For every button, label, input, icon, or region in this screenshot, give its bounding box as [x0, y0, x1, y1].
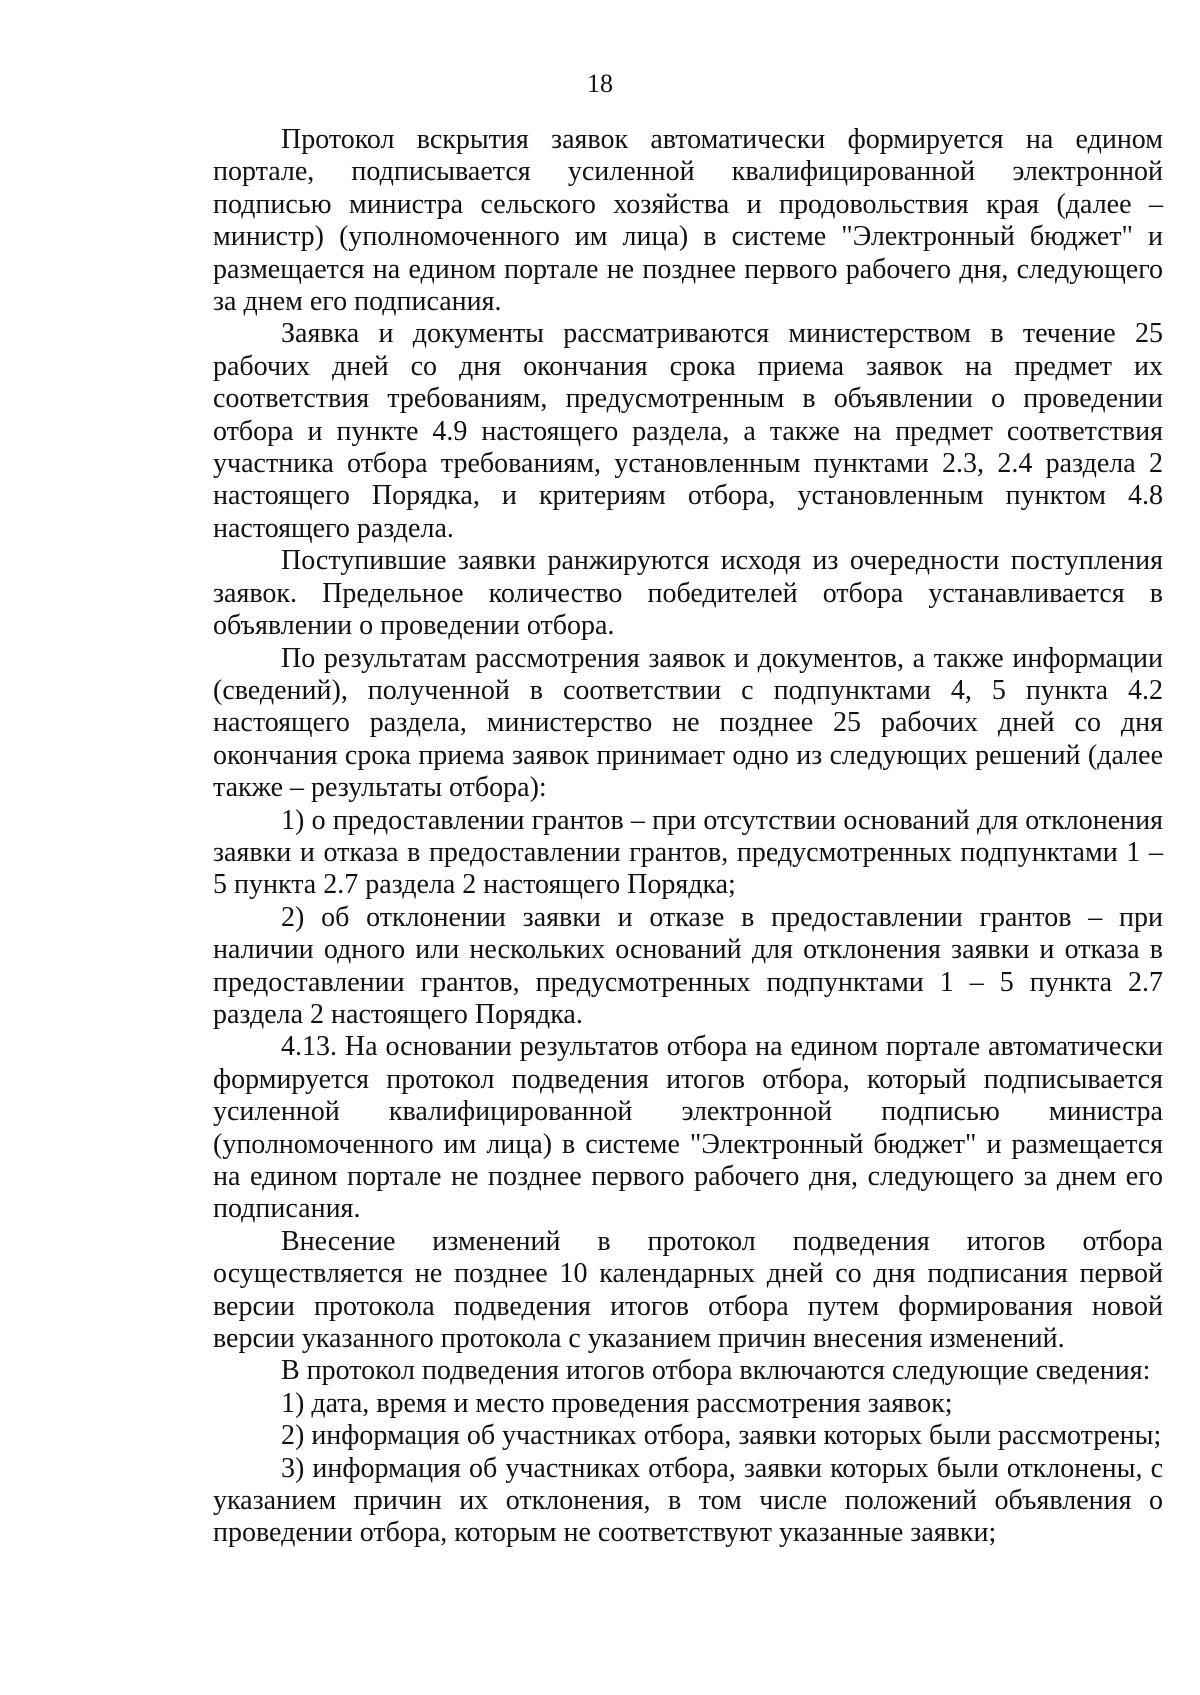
paragraph-decision-reject: 2) об отклонении заявки и отказе в предоставлении грантов – при наличии одного или нескольких оснований для отклонения заявки и отказа в предоставлении грантов, предусмотренных подпунктами 1 – 5 пункта 2.7 раздела 2 настоящего Порядка. [213, 901, 1163, 1030]
document-body [213, 124, 1163, 1550]
paragraph-4-13: 4.13. На основании результатов отбора на едином портале автоматически формируется протокол подведения итогов отбора, который подписывается усиленной квалифицированной электронной подписью министра (уполномоченного им лица) в системе "Электронный бюджет" и размещается на едином портале не позднее первого рабочего дня, следующего за днем его подписания. [213, 1031, 1163, 1225]
paragraph-item-2: 2) информация об участниках отбора, заявки которых были рассмотрены; [281, 1420, 1162, 1452]
paragraph-amendments: Внесение изменений в протокол подведения итогов отбора осуществляется не позднее 10 календарных дней со дня подписания первой версии протокола подведения итогов отбора путем формирования новой версии указанного протокола с указанием причин внесения изменений. [213, 1225, 1163, 1355]
paragraph-decisions: По результатам рассмотрения заявок и документов, а также информации (сведений), полученной в соответствии с подпунктами 4, 5 пункта 4.2 настоящего раздела, министерство не позднее 25 рабочих дней со дня окончания срока приема заявок принимает одно из следующих решений (далее также – результаты отбора): [213, 642, 1163, 804]
paragraph-item-3: 3) информация об участниках отбора, заявки которых были отклонены, с указанием причин их отклонения, в том числе положений объявления о проведении отбора, которым не соответствуют указанные заявки; [213, 1452, 1163, 1549]
paragraph-protocol-contents: В протокол подведения итогов отбора включаются следующие сведения: [281, 1355, 1151, 1387]
paragraph-ranking: Поступившие заявки ранжируются исходя из очередности поступления заявок. Предельное количество победителей отбора устанавливается в объявлении о проведении отбора. [213, 545, 1163, 642]
paragraph-decision-grant: 1) о предоставлении грантов – при отсутствии оснований для отклонения заявки и отказа в предоставлении грантов, предусмотренных подпунктами 1 – 5 пункта 2.7 раздела 2 настоящего Порядка; [213, 804, 1163, 901]
page-number: 18 [587, 69, 613, 98]
paragraph-review-period: Заявка и документы рассматриваются министерством в течение 25 рабочих дней со дня окончания срока приема заявок на предмет их соответствия требованиям, предусмотренным в объявлении о проведении отбора и пункте 4.9 настоящего раздела, а также на предмет соответствия участника отбора требованиям, установленным пунктами 2.3, 2.4 раздела 2 настоящего Порядка, и критериям отбора, установленным пунктом 4.8 настоящего раздела. [213, 318, 1163, 544]
paragraph-item-1: 1) дата, время и место проведения рассмотрения заявок; [281, 1387, 953, 1419]
paragraph-opening-protocol: Протокол вскрытия заявок автоматически формируется на едином портале, подписывается усиленной квалифицированной электронной подписью министра сельского хозяйства и продовольствия края (далее – министр) (уполномоченного им лица) в системе "Электронный бюджет" и размещается на едином портале не позднее первого рабочего дня, следующего за днем его подписания. [213, 124, 1163, 318]
